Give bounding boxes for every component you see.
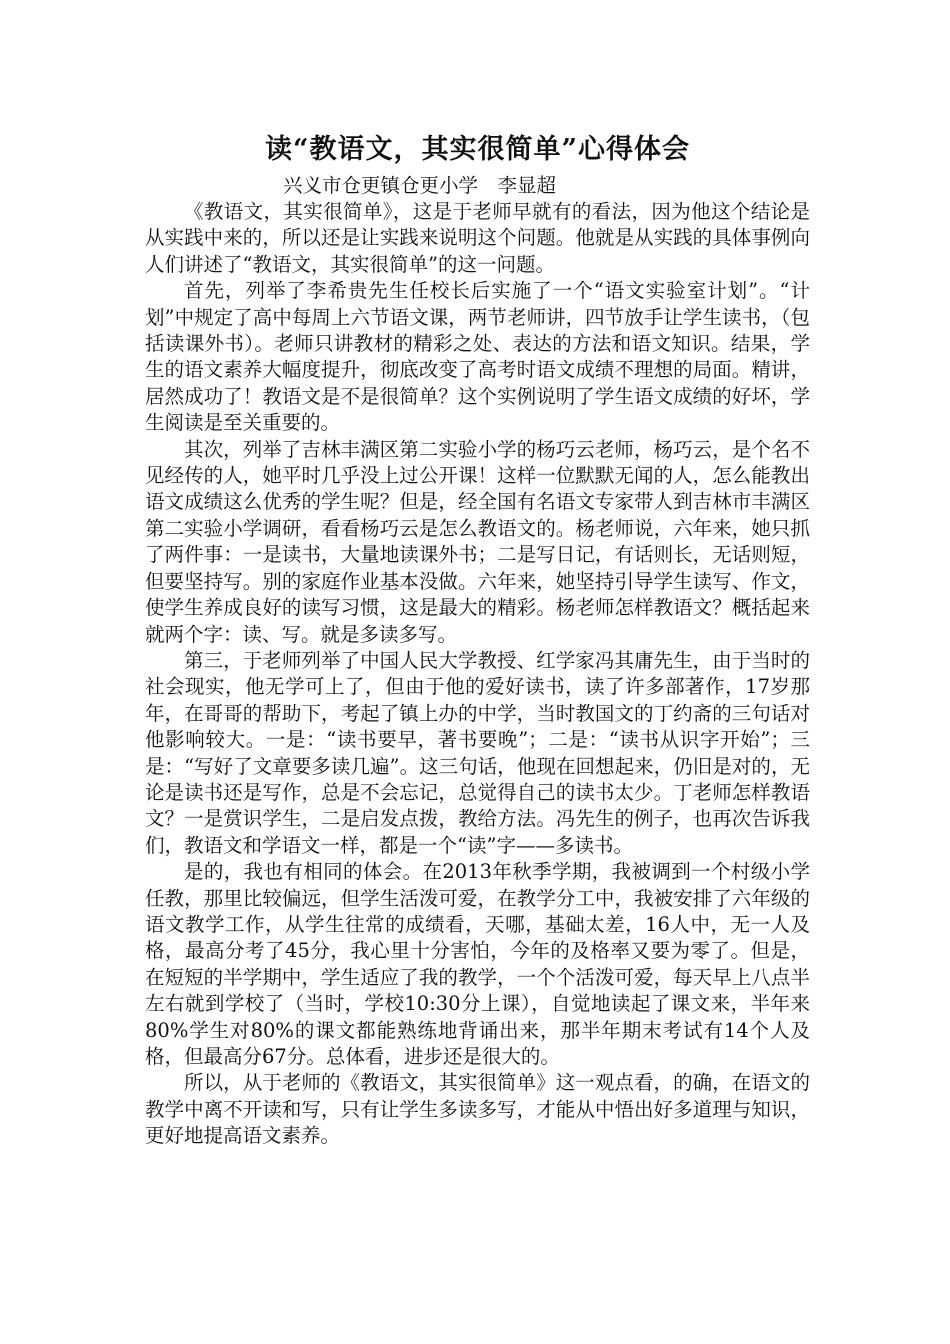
paragraph-first-example: 首先，列举了李希贵先生任校长后实施了一个“语文实验室计划”。“计划”中规定了高中每周上六节语文课，两节老师讲，四节放手让学生读书，（包括读课外书）。老师只讲教材的精彩之处、表达的方法和语文知识。结果，学生的语文素养大幅度提升，彻底改变了高考时语文成绩不理想的局面。精讲，居然成功了！教语文是不是很简单？这个实例说明了学生语文成绩的好坏，学生阅读是至关重要的。 bbox=[145, 279, 810, 435]
paragraph-personal-experience: 是的，我也有相同的体会。在2013年秋季学期，我被调到一个村级小学任教，那里比较偏远，但学生活泼可爱，在教学分工中，我被安排了六年级的语文教学工作，从学生往常的成绩看，天哪，基础太差，16人中，无一人及格，最高分考了45分，我心里十分害怕，今年的及格率又要为零了。但是，在短短的半学期中，学生适应了我的教学，一个个活泼可爱，每天早上八点半左右就到学校了（当时，学校10:30分上课），自觉地读起了课文来，半年来80%学生对80%的课文都能熟练地背诵出来，那半年期末考试有14个人及格，但最高分67分。总体看，进步还是很大的。 bbox=[145, 860, 810, 1068]
paragraph-intro: 《教语文，其实很简单》，这是于老师早就有的看法，因为他这个结论是从实践中来的，所以还是让实践来说明这个问题。他就是从实践的具体事例向人们讲述了“教语文，其实很简单”的这一问题。 bbox=[145, 200, 810, 276]
document-page bbox=[145, 128, 810, 1150]
paragraph-conclusion: 所以，从于老师的《教语文，其实很简单》这一观点看，的确，在语文的教学中离不开读和写，只有让学生多读多写，才能从中悟出好多道理与知识，更好地提高语文素养。 bbox=[145, 1071, 810, 1148]
author-byline: 兴义市仓更镇仓更小学 李显超 bbox=[283, 174, 557, 197]
paragraph-second-example: 其次，列举了吉林丰满区第二实验小学的杨巧云老师，杨巧云，是个名不见经传的人，她平时几乎没上过公开课！这样一位默默无闻的人，怎么能教出语文成绩这么优秀的学生呢？但是，经全国有名语文专家带人到吉林市丰满区第二实验小学调研，看看杨巧云是怎么教语文的。杨老师说，六年来，她只抓了两件事：一是读书，大量地读课外书；二是写日记，有话则长，无话则短，但要坚持写。别的家庭作业基本没做。六年来，她坚持引导学生读写、作文，使学生养成良好的读写习惯，这是最大的精彩。杨老师怎样教语文？概括起来就两个字：读、写。就是多读多写。 bbox=[145, 437, 810, 646]
paragraph-third-example: 第三，于老师列举了中国人民大学教授、红学家冯其庸先生，由于当时的社会现实，他无学可上了，但由于他的爱好读书，读了许多部著作，17岁那年，在哥哥的帮助下，考起了镇上办的中学，当时教国文的丁约斋的三句话对他影响较大。一是：“读书要早，著书要晚”；二是：“读书从识字开始”；三是：“写好了文章要多读几遍”。这三句话，他现在回想起来，仍旧是对的，无论是读书还是写作，总是不会忘记，总觉得自己的读书太少。丁老师怎样教语文？一是赏识学生，二是启发点拨，教给方法。冯先生的例子，也再次告诉我们，教语文和学语文一样，都是一个“读”字——多读书。 bbox=[145, 648, 810, 857]
document-title: 读“教语文，其实很简单”心得体会 bbox=[264, 134, 691, 165]
